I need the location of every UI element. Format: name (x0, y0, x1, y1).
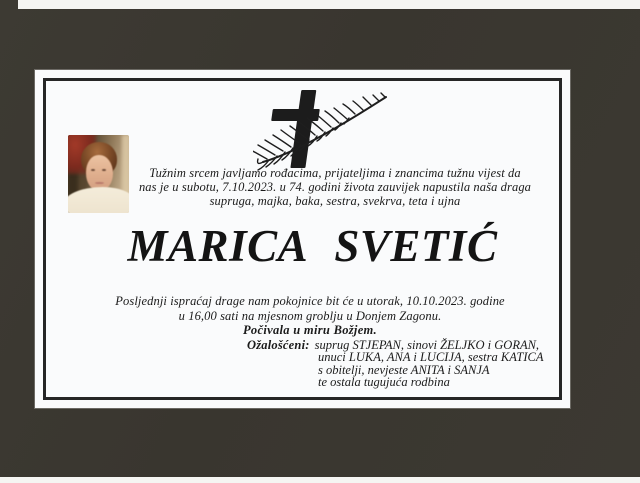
photo-face (86, 155, 113, 192)
mourners-line-2: unuci LUKA, ANA i LUCIJA, sestra KATICA (318, 350, 544, 365)
funeral-line-2: u 16,00 sati na mjesnom groblju u Donjem Zagonu. (178, 308, 442, 323)
announcement-line-2: nas je u subotu, 7.10.2023. u 74. godini života zauvijek napustila naša draga (138, 179, 532, 194)
photo-mouth (95, 182, 104, 184)
funeral-line-1: Posljednji ispraćaj drage nam pokojnice bit će u utorak, 10.10.2023. godine (115, 294, 505, 308)
mourners-line-1: suprug STJEPAN, sinovi ŽELJKO i GORAN, (314, 338, 540, 352)
announcement-paragraph (120, 167, 550, 208)
scan-edge-strip-top (18, 0, 640, 9)
mourners-line-4: te ostala tugujuća rodbina (318, 375, 450, 390)
cross-and-palm-frond-icon (253, 86, 393, 171)
announcement-line-1: Tužnim srcem javljamo rođacima, prijateljima i znancima tužnu vijest da (149, 166, 521, 180)
mourners-block (247, 339, 577, 389)
mourners-line-3: s obitelji, nevjeste ANITA i SANJA (318, 362, 490, 377)
rest-in-peace-line: Počivala u miru Božjem. (243, 323, 377, 338)
funeral-details-paragraph (45, 294, 575, 338)
deceased-name: MARICA SVETIĆ (127, 221, 498, 271)
mourners-label: Ožalošćeni: (247, 338, 310, 352)
obituary-card (35, 70, 570, 408)
scan-edge-strip-bottom (0, 477, 640, 483)
announcement-line-3: supruga, majka, baka, sestra, svekrva, teta i ujna (209, 193, 461, 208)
